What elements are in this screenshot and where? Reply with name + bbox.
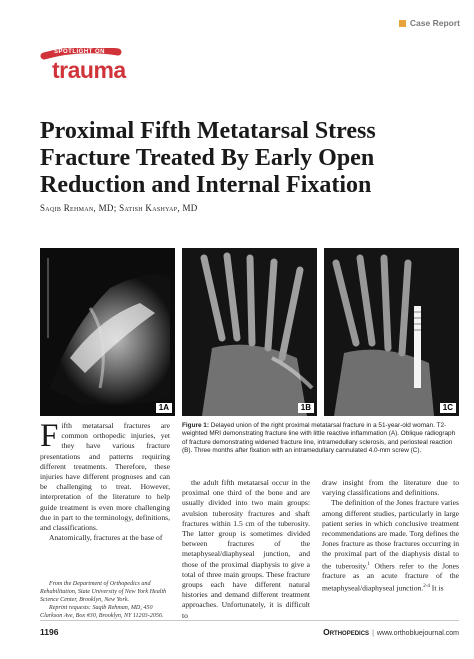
figure-1c-radiograph <box>324 248 459 416</box>
logo-word: trauma <box>52 57 126 83</box>
logo-tagline: SPOTLIGHT ON <box>54 49 105 55</box>
section-label <box>399 18 460 28</box>
figure-1b-radiograph <box>182 248 317 416</box>
paragraph-text: The definition of the Jones fracture varies among different studies, particularly in large patient series in which conclusive treatment recommendations are made. Torg defines the Jones fracture as those fractures occurring in the proximal part of the diaphysis distal to the tuberosity. <box>322 498 459 571</box>
figure-1a-mri <box>40 248 175 416</box>
section-square-icon <box>399 20 406 27</box>
figure-label: 1C <box>440 403 456 413</box>
paragraph <box>40 418 170 533</box>
drop-cap: F <box>40 418 59 454</box>
paragraph: the adult fifth metatarsal occur in the proximal one third of the bone and are usually divided into two main groups: avulsion tuberosity fractures and shaft fractures within 1.5 cm of the tuberosity. The latter group is sometimes divided between fractures of the metaphyseal/diaphyseal junction, and those of the proximal diaphysis to give a total of three main groups. These fracture groups each have different natural histories and demand different treatment approaches. Unfortunately, it is difficult to <box>182 478 310 620</box>
section-label-text: Case Report <box>409 18 460 28</box>
article-title: Proximal Fifth Metatarsal Stress Fracture Treated By Early Open Reduction and Internal Fixation <box>40 118 376 198</box>
paragraph-text: ifth metatarsal fractures are common orthopedic injuries, yet they have various fracture presentations and patterns requiring different treatments. Therefore, these injuries have different prognoses and can be challenging to treat. However, interpretation of the literature to help guide treatment is even more challenging due in part to the terminology, definitions, and classifications. <box>40 421 170 533</box>
figure-caption <box>182 422 459 455</box>
spotlight-trauma-logo <box>40 48 136 88</box>
radiograph-screw-image-icon <box>324 248 459 416</box>
citation-superscript: 2-4 <box>423 583 430 589</box>
figure-label: 1A <box>156 403 172 413</box>
mri-image-icon <box>40 248 175 416</box>
paragraph-text: It is <box>429 583 444 593</box>
journal-name: Orthopedics <box>323 627 370 637</box>
citation-superscript: 1 <box>367 561 371 567</box>
affiliation-note: From the Department of Orthopedics and Rehabilitation, State University of New York Health Science Center, Brooklyn, New York. <box>40 581 167 604</box>
body-column-2 <box>182 478 310 621</box>
page-number: 1196 <box>40 627 59 637</box>
journal-url[interactable]: www.orthobluejournal.com <box>376 630 459 637</box>
paragraph: draw insight from the literature due to varying classifications and definitions. <box>322 478 459 498</box>
footer-separator: | <box>372 630 374 637</box>
radiograph-image-icon <box>182 248 317 416</box>
body-column-3 <box>322 478 459 593</box>
reprint-note: Reprint requests: Saqib Rehman, MD, 450 Clarkson Ave, Box #30, Brooklyn, NY 11203-2056. <box>40 605 164 620</box>
paragraph-text: Others refer to the Jones fracture as an acute fracture of the metaphyseal/diaphyseal junction. <box>322 561 460 593</box>
figure-label: 1B <box>298 403 314 413</box>
paragraph <box>322 498 459 593</box>
footer-divider <box>40 620 459 621</box>
caption-lead: Figure 1: <box>182 422 209 429</box>
journal-footer <box>323 627 459 637</box>
article-authors: Saqib Rehman, MD; Satish Kashyap, MD <box>40 203 198 213</box>
footnotes <box>40 580 172 620</box>
paragraph: Anatomically, fractures at the base of <box>49 533 163 543</box>
caption-text: Delayed union of the right proximal metatarsal fracture in a 51-year-old woman. T2-weighted MRI demonstrating fracture line with little reactive inflammation (A). Oblique radiograph of fracture demonstrating widened fracture line, intramedullary sclerosis, and periosteal reaction (B). Three months after fixation with an intramedullary cannulated 4.0-mm screw (C). <box>182 422 456 454</box>
body-column-1 <box>40 418 170 543</box>
